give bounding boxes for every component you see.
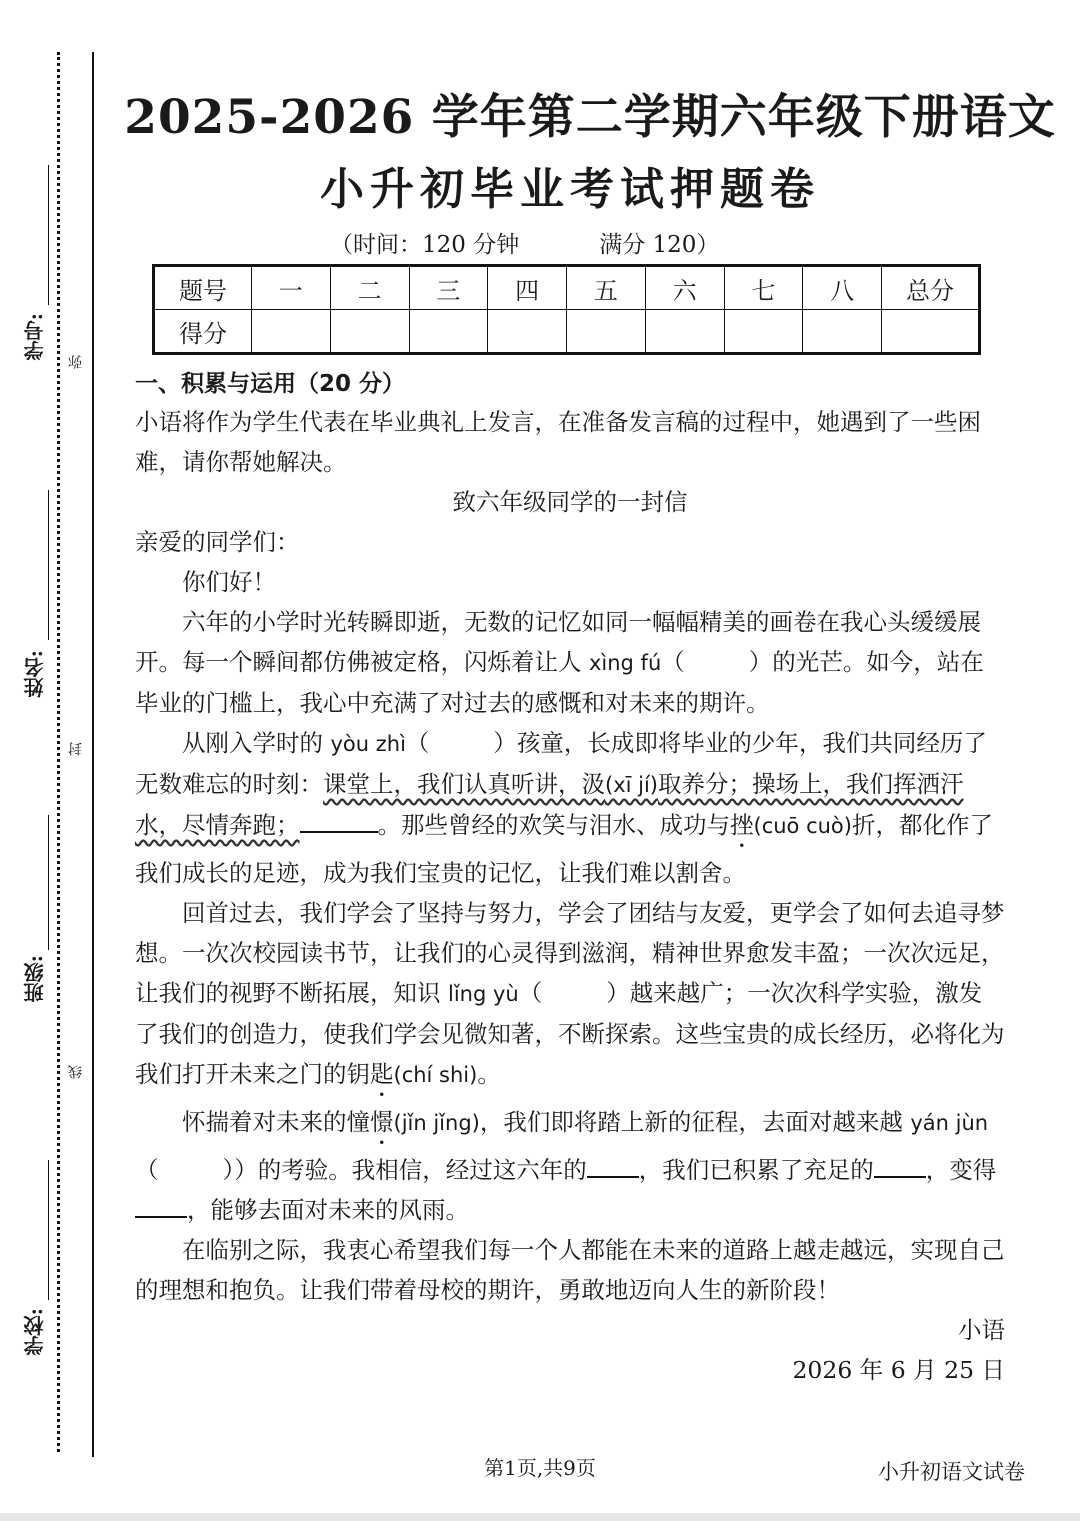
name-label: 姓名: xyxy=(23,650,47,698)
paragraph-4: 怀揣着对未来的憧憬(jǐn jǐng)，我们即将踏上新的征程，去面对越来越 yán jùn（ ））的考验。我相信，经过这六年的 ，我们已积累了充足的 ，变得，能够去面对未来的风雨。 xyxy=(135,1108,997,1224)
score-header-cell: 三 xyxy=(409,266,488,310)
name-field xyxy=(20,490,60,750)
seal-char-xian: 线 xyxy=(68,1065,84,1079)
pinyin-choice[interactable]: (cuō cuò) xyxy=(753,814,852,838)
class-label: 班级: xyxy=(23,955,47,1003)
letter-title: 致六年级同学的一封信 xyxy=(452,488,688,516)
exam-subtitle: 小升初毕业考试押题卷 xyxy=(320,164,820,215)
score-table xyxy=(152,264,981,355)
score-cell[interactable] xyxy=(803,310,882,354)
score-header-cell: 五 xyxy=(567,266,646,310)
score-cell[interactable] xyxy=(330,310,409,354)
seal-char-feng: 封 xyxy=(68,742,84,756)
score-table-header-row xyxy=(154,266,980,310)
score-header-cell: 一 xyxy=(252,266,331,310)
score-cell[interactable] xyxy=(252,310,331,354)
exam-time: （时间：120 分钟 xyxy=(330,232,520,258)
section-intro: 小语将作为学生代表在毕业典礼上发言，在准备发言稿的过程中，她遇到了一些困难，请你帮她解决。 xyxy=(135,408,981,476)
margin-solid-line xyxy=(92,52,94,1457)
score-header-cell: 六 xyxy=(645,266,724,310)
class-blank[interactable] xyxy=(48,815,49,950)
score-header-cell: 题号 xyxy=(154,266,252,310)
letter-signature: 小语 xyxy=(958,1316,1005,1344)
score-cell[interactable] xyxy=(567,310,646,354)
fill-in-line[interactable] xyxy=(874,1154,926,1178)
exam-title: 2025-2026 学年第二学期六年级下册语文 xyxy=(124,90,1056,145)
section-body xyxy=(135,402,1005,1390)
paragraph-5: 在临别之际，我衷心希望我们每一个人都能在未来的道路上越走越远，实现自己的理想和抱负。让我们带着母校的期许，勇敢地迈向人生的新阶段！ xyxy=(135,1236,1005,1304)
score-cell[interactable] xyxy=(409,310,488,354)
fill-in-line[interactable] xyxy=(587,1154,639,1178)
dotted-char: 匙 xyxy=(370,1060,394,1088)
pinyin-choice[interactable]: (jǐn jǐng) xyxy=(393,1111,480,1135)
exam-full-score: 满分 120） xyxy=(599,232,720,258)
score-header-cell: 七 xyxy=(724,266,803,310)
page-bottom-band xyxy=(0,1513,1080,1521)
school-field xyxy=(20,1160,60,1390)
letter-salutation: 亲爱的同学们： xyxy=(135,528,300,556)
seal-char-mi: 弥 xyxy=(68,355,84,369)
student-id-blank[interactable] xyxy=(48,165,49,305)
dotted-char: 憬 xyxy=(370,1108,394,1136)
score-cell[interactable] xyxy=(724,310,803,354)
fill-in-line[interactable] xyxy=(300,809,378,833)
pinyin-choice[interactable]: (chí shi) xyxy=(393,1063,478,1087)
pinyin-choice[interactable]: (xī jí) xyxy=(605,773,658,797)
score-table-score-row xyxy=(154,310,980,354)
score-header-cell: 八 xyxy=(803,266,882,310)
letter-greeting: 你们好！ xyxy=(182,568,276,596)
letter-date: 2026 年 6 月 25 日 xyxy=(792,1356,1005,1384)
score-header-cell: 总分 xyxy=(882,266,980,310)
page-number: 第1页,共9页 xyxy=(484,1456,596,1480)
school-label: 学校: xyxy=(23,1308,47,1356)
dotted-char: 挫 xyxy=(730,811,754,839)
pinyin-prompt: yán jùn xyxy=(910,1111,989,1135)
paragraph-3: 回首过去，我们学会了坚持与努力，学会了团结与友爱，更学会了如何去追寻梦想。一次次校园读书节，让我们的心灵得到滋润，精神世界愈发丰盈；一次次远足，让我们的视野不断拓展，知识 lǐng yù（ ）越来越广；一次次科学实验，激发了我们的创造力，使我们学会见微知著，不断探索。这些宝贵的成长经历，必将化为我们打开未来之门的钥匙(chí shi)。 xyxy=(135,899,1005,1088)
pinyin-prompt: xìng fú xyxy=(588,651,662,675)
footer-doc-name: 小升初语文试卷 xyxy=(878,1460,1025,1484)
student-id-field xyxy=(20,165,60,395)
score-cell[interactable] xyxy=(645,310,724,354)
wavy-underlined-text: 课堂上，我们认真听讲，汲(xī jí)取养分；操场上，我们挥洒汗水，尽情奔跑； xyxy=(135,770,964,839)
name-blank[interactable] xyxy=(48,490,49,640)
class-field xyxy=(20,815,60,1045)
paragraph-2: 从刚入学时的 yòu zhì（ ）孩童，长成即将毕业的少年，我们共同经历了无数难忘的时刻：课堂上，我们认真听讲，汲(xī jí)取养分；操场上，我们挥洒汗水，尽情奔跑； 。那些曾经的欢笑与泪水、成功与挫(cuō cuò)折，都化作了我们成长的足迹，成为我们宝贵的记忆，让我们难以割舍。 xyxy=(135,729,993,887)
fill-in-line[interactable] xyxy=(135,1194,187,1218)
score-cell[interactable] xyxy=(488,310,567,354)
exam-info xyxy=(330,226,719,259)
score-cell[interactable] xyxy=(882,310,980,354)
school-blank[interactable] xyxy=(48,1160,49,1300)
pinyin-prompt: yòu zhì xyxy=(330,732,406,756)
student-id-label: 学号: xyxy=(23,313,47,361)
score-row-label: 得分 xyxy=(154,310,252,354)
score-header-cell: 四 xyxy=(488,266,567,310)
score-header-cell: 二 xyxy=(330,266,409,310)
paragraph-1: 六年的小学时光转瞬即逝，无数的记忆如同一幅幅精美的画卷在我心头缓缓展开。每一个瞬间都仿佛被定格，闪烁着让人 xìng fú（ ）的光芒。如今，站在毕业的门槛上，我心中充满了对过去的感慨和对未来的期许。 xyxy=(135,608,984,717)
section-heading: 一、积累与运用（20 分） xyxy=(135,371,406,397)
pinyin-prompt: lǐng yù xyxy=(447,982,519,1006)
